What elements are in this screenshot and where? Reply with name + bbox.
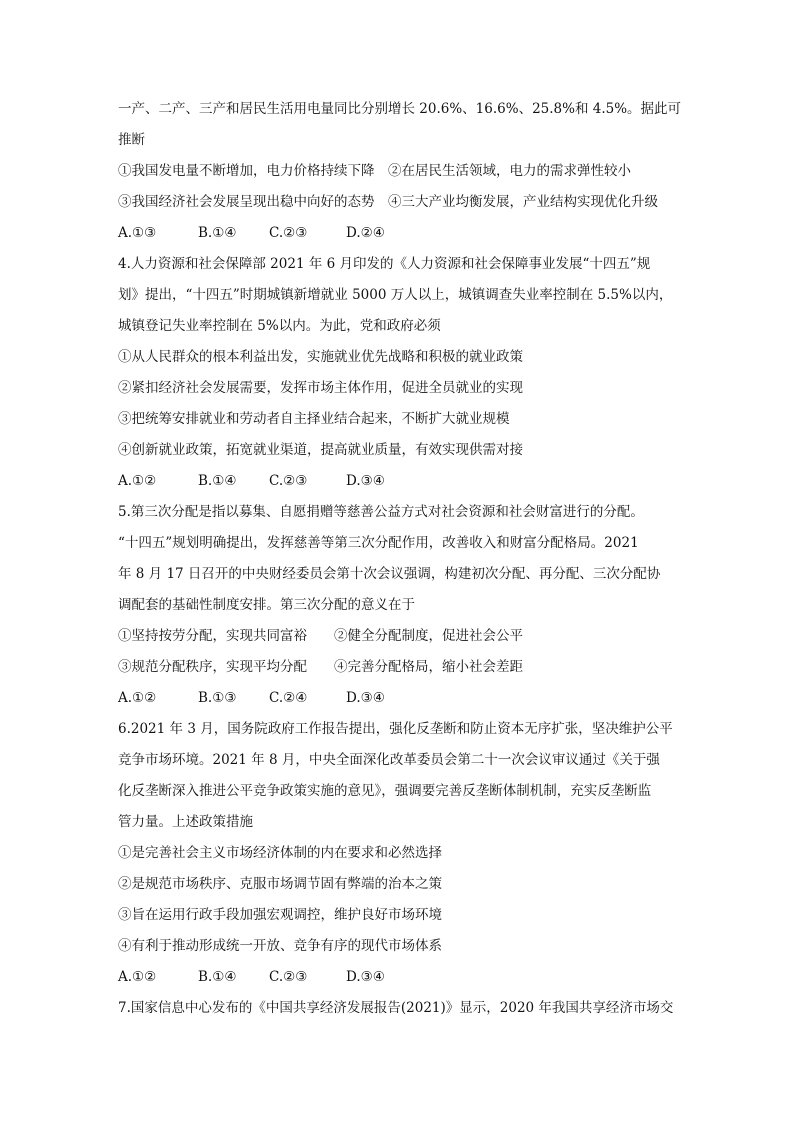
q4-choice-c: C.②③ <box>269 473 308 489</box>
q5-choices <box>118 689 678 707</box>
q5-choice-c: C.②④ <box>269 690 308 706</box>
q6-stem-line-4: 管力量。上述政策措施 <box>118 814 253 830</box>
q5-stem-line-4: 调配套的基础性制度安排。第三次分配的意义在于 <box>118 597 415 613</box>
q6-choice-a: A.①② <box>118 969 157 985</box>
q5-statement-line-2: ③规范分配秩序，实现平均分配 ④完善分配格局，缩小社会差距 <box>118 659 523 675</box>
q6-stem-line-1: 6.2021 年 3 月，国务院政府工作报告提出，强化反垄断和防止资本无序扩张，坚决维护公平 <box>118 721 673 737</box>
exam-content <box>118 100 682 1030</box>
q5-stem-line-2: “十四五”规划明确提出，发挥慈善等第三次分配作用，改善收入和财富分配格局。2021 <box>118 535 639 551</box>
q4-statement-1: ①从人民群众的根本利益出发，实施就业优先战略和积极的就业政策 <box>118 349 523 365</box>
q4-statement-3: ③把统筹安排就业和劳动者自主择业结合起来，不断扩大就业规模 <box>118 411 510 427</box>
q6-statement-1: ①是完善社会主义市场经济体制的内在要求和必然选择 <box>118 845 442 861</box>
q7-stem-line-1: 7.国家信息中心发布的《中国共享经济发展报告(2021)》显示，2020 年我国共享经济市场交 <box>118 1000 674 1016</box>
q6-choice-d: D.③④ <box>346 969 385 985</box>
q3-choice-a: A.①③ <box>118 225 157 241</box>
q4-choice-b: B.①④ <box>198 473 237 489</box>
q4-choice-d: D.③④ <box>346 473 385 489</box>
q3-statement-line-1: ①我国发电量不断增加，电力价格持续下降 ②在居民生活领域，电力的需求弹性较小 <box>118 163 631 179</box>
q5-choice-b: B.①③ <box>198 690 237 706</box>
q6-choice-b: B.①④ <box>198 969 237 985</box>
q4-choices <box>118 472 678 490</box>
q4-stem-line-2: 划》提出，“十四五”时期城镇新增就业 5000 万人以上，城镇调查失业率控制在 5.5%以内， <box>118 287 673 303</box>
q3-stem-line-1: 一产、二产、三产和居民生活用电量同比分别增长 20.6%、16.6%、25.8%和 4.5%。据此可 <box>118 101 682 117</box>
question-4 <box>118 255 678 490</box>
q3-stem-line-2: 推断 <box>118 132 145 148</box>
question-6 <box>118 720 678 986</box>
q5-stem-line-1: 5.第三次分配是指以募集、自愿捐赠等慈善公益方式对社会资源和社会财富进行的分配。 <box>118 504 644 520</box>
q4-statement-2: ②紧扣经济社会发展需要，发挥市场主体作用，促进全员就业的实现 <box>118 380 523 396</box>
q3-choice-c: C.②③ <box>269 225 308 241</box>
q4-stem-line-1: 4.人力资源和社会保障部 2021 年 6 月印发的《人力资源和社会保障事业发展“十四五”规 <box>118 256 651 272</box>
q3-choice-d: D.②④ <box>346 225 385 241</box>
q6-stem-line-3: 化反垄断深入推进公平竞争政策实施的意见》，强调要完善反垄断体制机制，充实反垄断监 <box>118 783 652 799</box>
q6-statement-4: ④有利于推动形成统一开放、竞争有序的现代市场体系 <box>118 938 442 954</box>
q5-stem-line-3: 年 8 月 17 日召开的中央财经委员会第十次会议强调，构建初次分配、再分配、三次分配协 <box>118 566 661 582</box>
q6-choices <box>118 968 678 986</box>
q5-choice-d: D.③④ <box>346 690 385 706</box>
q4-statement-4: ④创新就业政策，拓宽就业渠道，提高就业质量，有效实现供需对接 <box>118 442 523 458</box>
question-3 <box>118 100 682 242</box>
q3-choice-b: B.①④ <box>198 225 237 241</box>
q4-choice-a: A.①② <box>118 473 157 489</box>
q6-choice-c: C.②③ <box>269 969 308 985</box>
q6-stem-line-2: 竞争市场环境。2021 年 8 月，中央全面深化改革委员会第二十一次会议审议通过《关于强 <box>118 752 660 768</box>
q6-statement-2: ②是规范市场秩序、克服市场调节固有弊端的治本之策 <box>118 876 442 892</box>
q4-stem-line-3: 城镇登记失业率控制在 5%以内。为此，党和政府必须 <box>118 318 441 334</box>
question-5 <box>118 503 678 707</box>
q5-statement-line-1: ①坚持按劳分配，实现共同富裕 ②健全分配制度，促进社会公平 <box>118 628 523 644</box>
q6-statement-3: ③旨在运用行政手段加强宏观调控，维护良好市场环境 <box>118 907 442 923</box>
q5-choice-a: A.①② <box>118 690 157 706</box>
question-7 <box>118 999 678 1017</box>
q3-statement-line-2: ③我国经济社会发展呈现出稳中向好的态势 ④三大产业均衡发展，产业结构实现优化升级 <box>118 194 658 210</box>
q3-choices <box>118 224 678 242</box>
